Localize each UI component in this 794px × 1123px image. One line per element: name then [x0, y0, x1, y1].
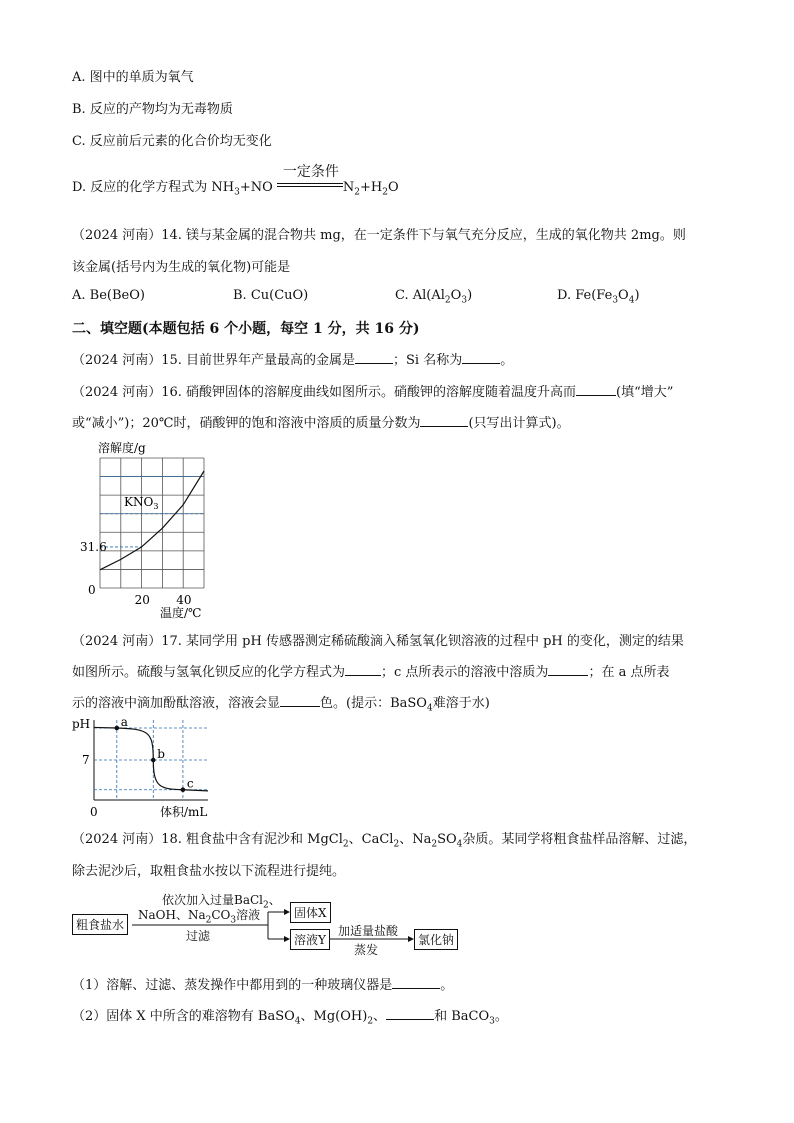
q14-option-d: D. $Fe(Fe_3O_4)$ [557, 288, 640, 306]
option-d-prefix: D. 反应的化学方程式为 NH [72, 180, 235, 195]
q18-line2: 除去泥沙后，取粗食盐水按以下流程进行提纯。 [72, 864, 346, 879]
flow-step2: 蒸发 [354, 943, 379, 957]
option-b: B. 反应的产物均为无毒物质 [72, 102, 233, 117]
flow-start-box: 粗食盐水 [72, 914, 128, 935]
q14-line2: 该金属(括号内为生成的氧化物)可能是 [72, 260, 291, 275]
q14-line1: （2024 河南）14. 镁与某金属的混合物共 mg，在一定条件下与氧气充分反应，生成的氧化物共 2mg。则 [72, 228, 686, 243]
ph-point-label-c: c [186, 776, 194, 791]
ph-point-label-b: b [157, 747, 165, 761]
flow-reagent2: NaOH、$Na_2CO_3$溶液 [138, 908, 261, 926]
solubility-origin: 0 [88, 583, 96, 597]
solubility-xtick-20: 20 [134, 593, 150, 607]
q14-option-a: A. Be(BeO) [72, 288, 145, 303]
ph-ylabel: pH [72, 717, 91, 731]
flow-diagram [72, 890, 492, 960]
flow-step1: 过滤 [186, 929, 211, 943]
q14-option-b: B. Cu(CuO) [233, 288, 309, 303]
q15: （2024 河南）15. 目前世界年产量最高的金属是 ；Si 名称为 。 [72, 353, 514, 368]
solubility-xlabel: 温度/℃ [160, 606, 202, 620]
flow-product-box: 氯化钠 [414, 929, 458, 950]
option-d: D. 反应的化学方程式为 $NH_3+NO$ 一定条件 $N_2+H_2O$ [72, 176, 399, 198]
q14-option-c: C. $Al(Al_2O_3)$ [395, 288, 473, 306]
ph-ytick-7: 7 [82, 753, 90, 767]
q16-line2: 或“减小”)；20℃时，硝酸钾的饱和溶液中溶质的质量分数为 (只写出计算式)。 [72, 416, 570, 431]
q17-line1: （2024 河南）17. 某同学用 pH 传感器测定稀硫酸滴入稀氢氧化钡溶液的过程中 pH 的变化，测定的结果 [72, 634, 684, 649]
flow-solution-box: 溶液Y [290, 929, 330, 950]
solubility-xtick-40: 40 [176, 593, 192, 607]
solubility-ylabel: 溶解度/g [98, 441, 146, 455]
ph-xlabel: 体积/mL [160, 805, 208, 819]
ph-point-a [115, 726, 120, 731]
solubility-curve [100, 471, 204, 570]
q18-line1: （2024 河南）18. 粗食盐中含有泥沙和 MgCl$_2$、CaCl$_2$、$Na_2SO_4$杂质。某同学将粗食盐样品溶解、过滤， [72, 832, 697, 850]
option-c: C. 反应前后元素的化合价均无变化 [72, 134, 272, 149]
q17-line3: 示的溶液中滴加酚酞溶液，溶液会显 色。(提示：BaSO$_4$难溶于水) [72, 696, 490, 714]
flow-solid-box: 固体X [290, 902, 331, 923]
q16-line1: （2024 河南）16. 硝酸钾固体的溶解度曲线如图所示。硝酸钾的溶解度随着温度升高而 (填“增大” [72, 385, 674, 400]
ph-point-c [181, 787, 186, 792]
flow-reagent1: 依次加入过量BaCl$_2$、 [162, 893, 281, 911]
solubility-grid [100, 458, 204, 588]
ph-chart [70, 712, 220, 820]
option-a: A. 图中的单质为氧气 [72, 70, 194, 85]
ph-point-b [151, 758, 156, 763]
reaction-condition: 一定条件 [282, 164, 339, 180]
ph-point-label-a: a [120, 715, 128, 729]
q18-sub2: （2）固体 X 中所含的难溶物有 BaSO$_4$、$Mg(OH)_2$、 和 BaCO$_3$。 [72, 1009, 508, 1027]
section-title: 二、填空题(本题包括 6 个小题，每空 1 分，共 16 分) [72, 321, 420, 337]
flow-reagent3: 加适量盐酸 [338, 924, 399, 938]
solubility-chart [80, 436, 220, 620]
solubility-series-label: $KNO_3$ [124, 495, 159, 511]
q18-sub1: （1）溶解、过滤、蒸发操作中都用到的一种玻璃仪器是 。 [72, 978, 454, 993]
ph-origin: 0 [90, 805, 98, 819]
q17-line2: 如图所示。硫酸与氢氧化钡反应的化学方程式为 ；c 点所表示的溶液中溶质为 ；在 a 点所表 [72, 665, 670, 680]
solubility-ytick-31-6: 31.6 [80, 539, 107, 554]
